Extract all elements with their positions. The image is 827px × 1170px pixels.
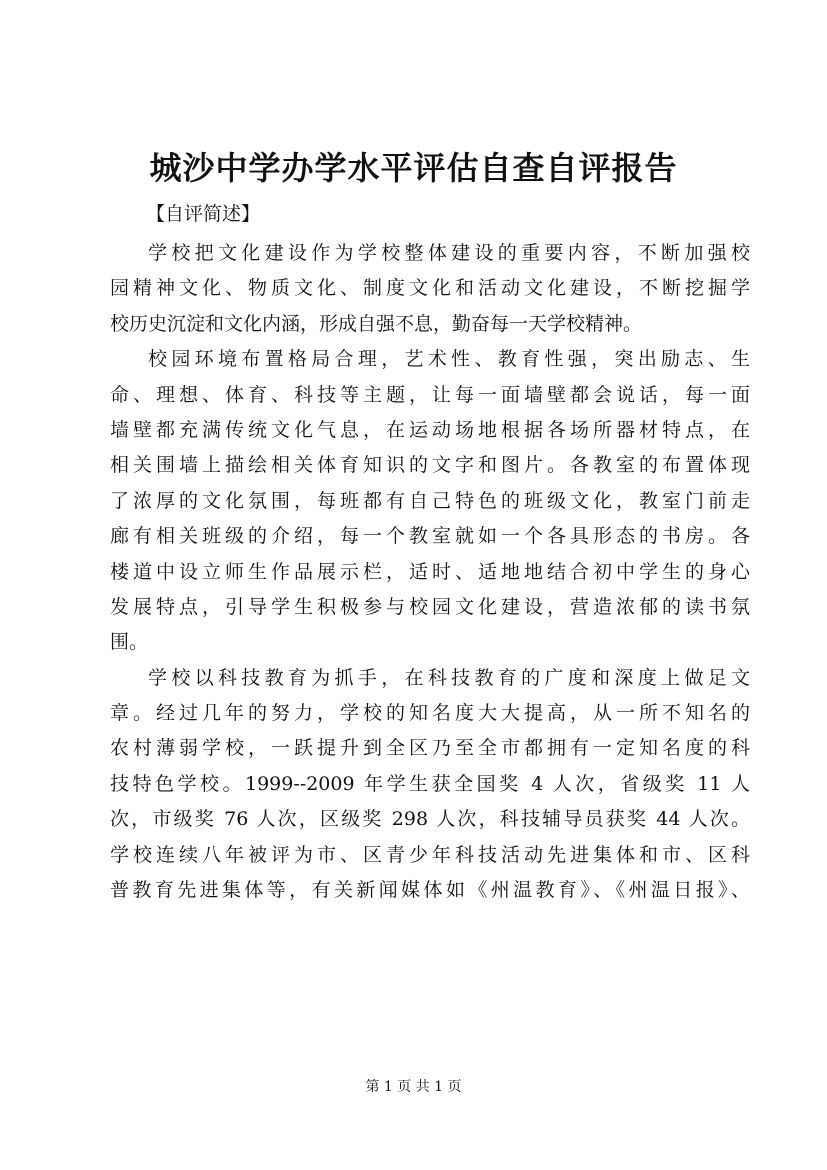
page-footer: 第 1 页 共 1 页 [365, 1079, 462, 1095]
text-line: 校历史沉淀和文化内涵，形成自强不息，勤奋每一天学校精神。 [110, 312, 643, 335]
text-line: 楼道中设立师生作品展示栏，适时、适地地结合初中学生的身心 [110, 560, 750, 583]
text-line: 农村薄弱学校，一跃提升到全区乃至全市都拥有一定知名度的科 [110, 737, 750, 760]
text-line: 围。 [110, 631, 149, 654]
text-line: 技特色学校。1999--2009 年学生获全国奖 4 人次，省级奖 11 人 [110, 772, 750, 795]
text-line: 墙壁都充满传统文化气息，在运动场地根据各场所器材特点，在 [110, 418, 750, 441]
text-line: 学校连续八年被评为市、区青少年科技活动先进集体和市、区科 [110, 843, 750, 866]
text-line: 发展特点，引导学生积极参与校园文化建设，营造浓郁的读书氛 [110, 595, 750, 618]
text-line: 校园环境布置格局合理，艺术性、教育性强，突出励志、生 [148, 348, 750, 371]
text-line: 学校以科技教育为抓手，在科技教育的广度和深度上做足文 [148, 666, 750, 689]
text-line: 命、理想、体育、科技等主题，让每一面墙壁都会说话，每一面 [110, 383, 750, 406]
text-line: 普教育先进集体等，有关新闻媒体如《州温教育》、《州温日报》、 [110, 879, 750, 902]
text-line: 次，市级奖 76 人次，区级奖 298 人次，科技辅导员获奖 44 人次。 [110, 808, 750, 831]
text-line: 廊有相关班级的介绍，每一个教室就如一个各具形态的书房。各 [110, 525, 750, 548]
text-line: 章。经过几年的努力，学校的知名度大大提高，从一所不知名的 [110, 702, 750, 725]
text-line: 相关围墙上描绘相关体育知识的文字和图片。各教室的布置体现 [110, 454, 750, 477]
document-body [110, 236, 750, 908]
text-line: 园精神文化、物质文化、制度文化和活动文化建设，不断挖掘学 [110, 277, 750, 300]
section-heading: 【自评简述】 [146, 203, 261, 225]
document-title: 城沙中学办学水平评估自查自评报告 [149, 149, 678, 187]
text-line: 学校把文化建设作为学校整体建设的重要内容，不断加强校 [148, 242, 750, 264]
text-line: 了浓厚的文化氛围，每班都有自己特色的班级文化，教室门前走 [110, 489, 750, 512]
